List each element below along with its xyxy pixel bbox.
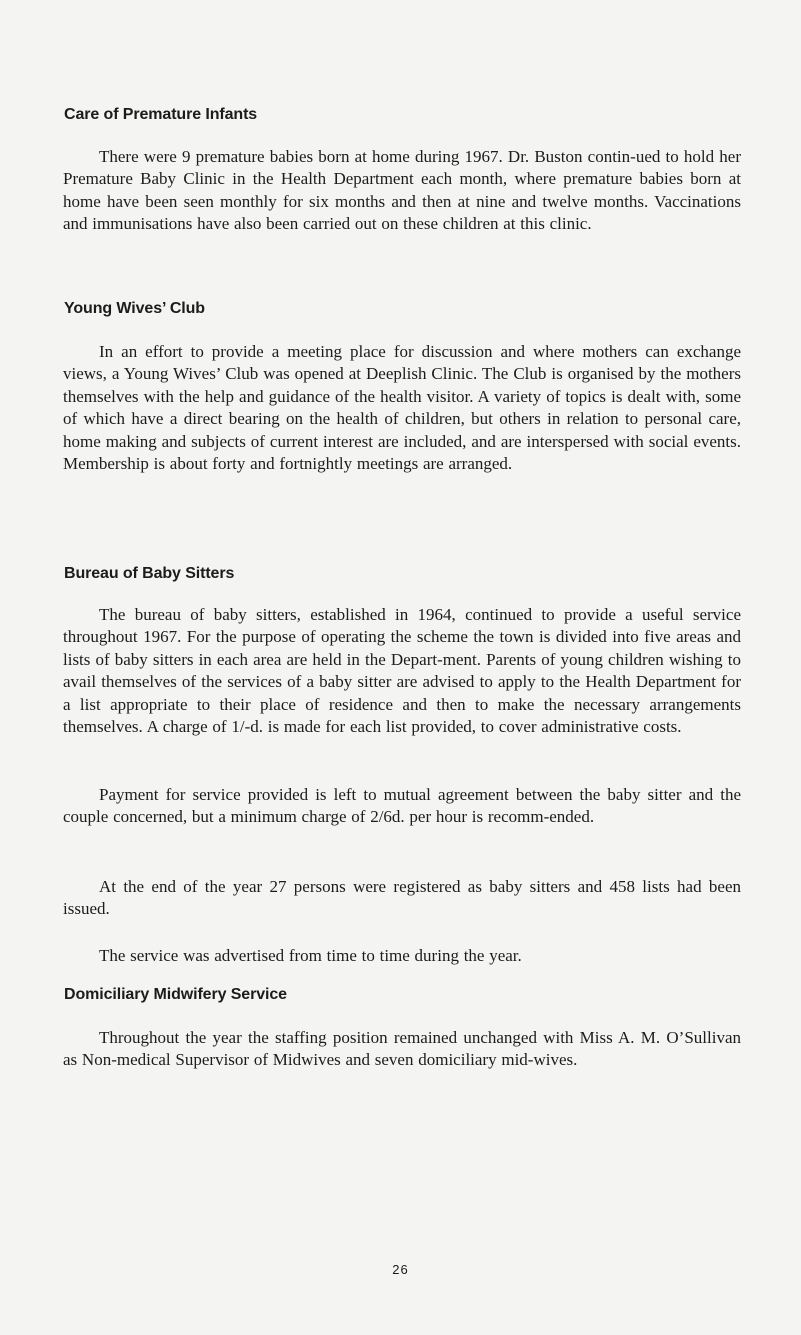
heading-bureau-of-baby-sitters: Bureau of Baby Sitters: [64, 565, 235, 582]
paragraph-bureau-payment: Payment for service provided is left to mutual agreement between the baby sitter and the couple concerned, but a minimum charge of 2/6d. per hour is recomm-ended.: [63, 785, 741, 827]
paragraph-domiciliary-midwifery: Throughout the year the staffing position remained unchanged with Miss A. M. O’Sullivan as Non-medical Supervisor of Midwives and seven domiciliary mid-wives.: [63, 1028, 741, 1070]
heading-domiciliary-midwifery-service: Domiciliary Midwifery Service: [64, 986, 287, 1003]
paragraph-premature-infants: There were 9 premature babies born at home during 1967. Dr. Buston contin-ued to hold her Premature Baby Clinic in the Health Department each month, where premature babies born at home have been seen monthly for six months and then at nine and twelve months. Vaccinations and immunisations have also been carried out on these children at this clinic.: [63, 147, 741, 234]
paragraph-young-wives-club: In an effort to provide a meeting place for discussion and where mothers can exchange views, a Young Wives’ Club was opened at Deeplish Clinic. The Club is organised by the mothers themselves with the help and guidance of the health visitor. A variety of topics is dealt with, some of which have a direct bearing on the health of children, but others in relation to personal care, home making and subjects of current interest are included, and are interspersed with social events. Membership is about forty and fortnightly meetings are arranged.: [63, 342, 741, 474]
paragraph-bureau-advertised: The service was advertised from time to time during the year.: [99, 946, 522, 965]
page-number: 26: [392, 1262, 409, 1277]
heading-young-wives-club: Young Wives’ Club: [64, 300, 205, 317]
paragraph-bureau-intro: The bureau of baby sitters, established in 1964, continued to provide a useful service throughout 1967. For the purpose of operating the scheme the town is divided into five areas and lists of baby sitters in each area are held in the Depart-ment. Parents of young children wishing to avail themselves of the services of a baby sitter are advised to apply to the Health Department for a list appropriate to their place of residence and then to make the necessary arrangements themselves. A charge of 1/-d. is made for each list provided, to cover administrative costs.: [63, 605, 741, 737]
heading-care-of-premature-infants: Care of Premature Infants: [64, 106, 258, 123]
paragraph-bureau-registered: At the end of the year 27 persons were registered as baby sitters and 458 lists had been issued.: [63, 877, 741, 919]
